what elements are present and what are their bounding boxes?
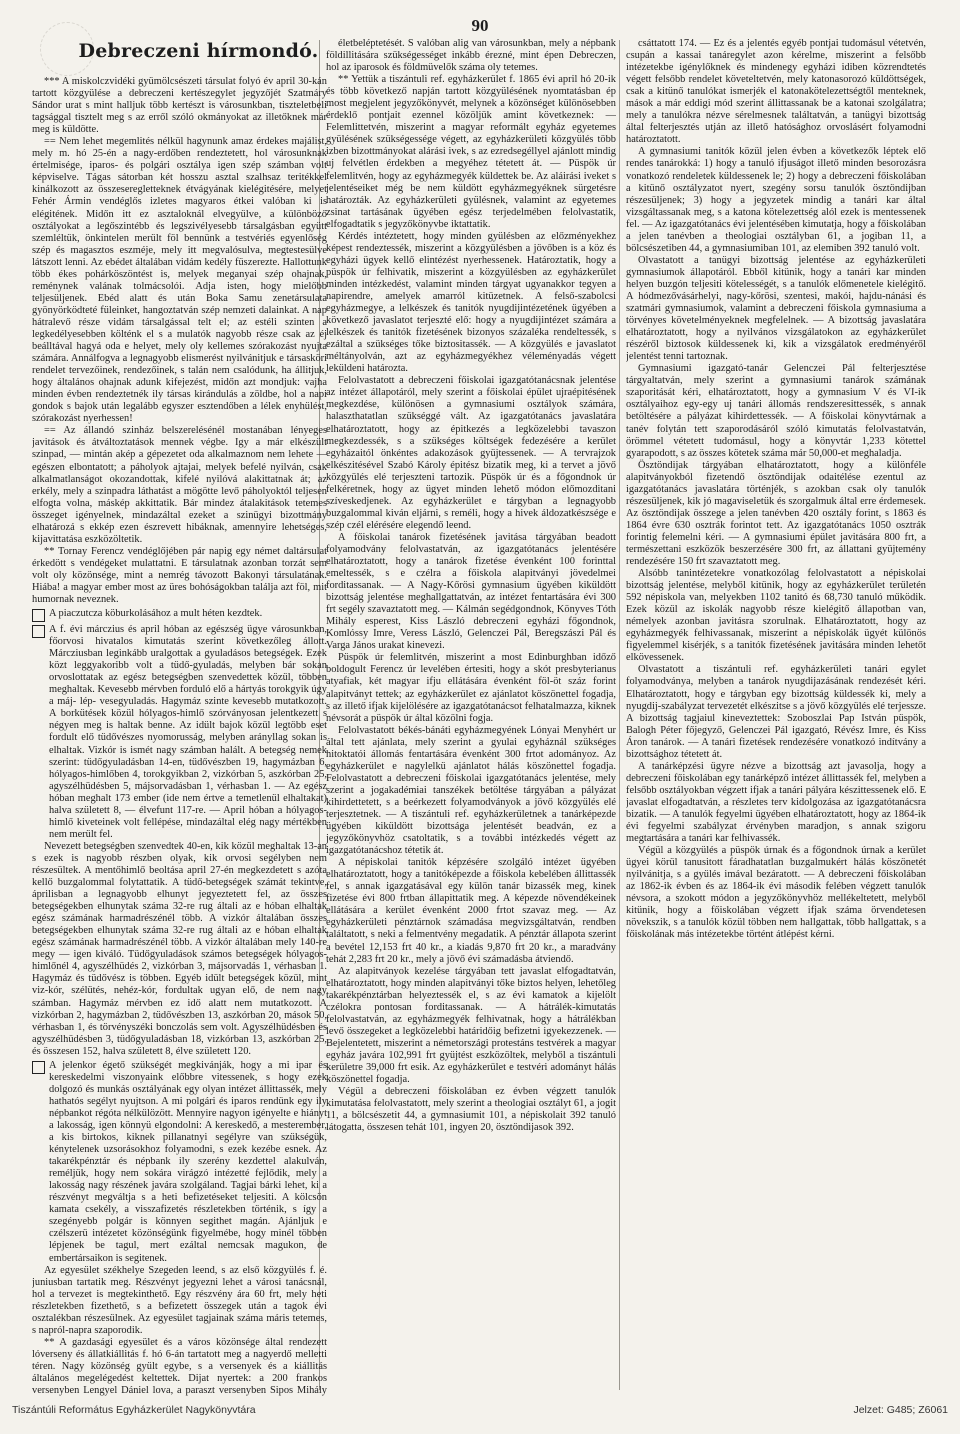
article-paragraph: Az alapitványok kezelése tárgyában tett javaslat elfogadtatván, elhatároztatott, hogy minden alapitványi tőke biztos helyen, lehetőleg takarékpénztárban helyeztessék el, s az évi kamatok a kijelölt czélokra pontosan forditassanak. — A hátrálék-kimutatás felolvastatván, az egyházmegyék felhivatnak, hogy a hátrálékban levő összegeket a legközelebbi határidőig befizetni igyekezzenek. — Bejelentetett, miszerint a németországi protestáns testvérek a magyar egyház javára 102,991 frt gyüjtést eszközöltek, melyből a tiszántuli kerületre 39,000 frt esik. Az egyházkerület e testvéri adományt hálás köszönettel fogadja. (326, 965, 616, 1086)
right-column (626, 38, 926, 1396)
article-paragraph: ** Yettük a tiszántuli ref. egyházkerület f. 1865 évi april hó 20-ik és több következő napján tartott közgyülésének nyomtatásban ép most megjelent jegyzőkönyvét, melynek a közönséget különösebben érdeklő pontjait ezennel közöljük amint következnek: — Felemlittetvén, miszerint a magyar reformált egyház egyetemes gyülésének szükségessége végett, az egyházkerületi közgyülés több izben bizottmányokat alárási ivek, s az ezredsegéllyel ajánlott mindig uj felvétlen érdekben a megyéhez tétetett át. — Püspök úr felemlitvén, hogy az egyházmegyék küldettek be. Az aláirási iveket s jelentéseiket még be nem küldött egyházmegyéknek sürgetésre határozták. Az egyházkerületi gyülésnek, valamint az egyetemes zsinat tartásának ügyében egész terjedelmében felolvastatik, elfogadtatik s jegyzőkönyvbe iktattatik. (326, 74, 616, 230)
article-paragraph: Olvastatott a tanügyi bizottság jelentése az egyházkerületi gymnasiumok állapotáról. Ebből kitünik, hogy a tanári kar minden helyen buzgón teljesiti kötelességét, s a tanulók előmenetele kielégitő. A hódmezővásárhelyi, nagy-kőrösi, szentesi, makói, hajdu-nánási és szatmári gymnasiumok, valamint a debreczeni főiskola gymnasiuma a törvényes követelményeknek megfelelnek. — A bizottság javaslatára elhatároztatott, hogy a nyilvános vizsgálatokon az egyházkerület részéről biztosok küldessenek ki, kik a vizsgálatok eredményéről jelentést tenni tartoznak. (626, 254, 926, 363)
article-paragraph: Felolvastatott békés-bánáti egyházmegyének Lónyai Menyhért ur által tett ajánlata, mely szerint a gyulai egyháznál szükséges hitoktatói állomás fentartására évenként 300 frtot adományoz. Az egyházkerület e nagylelkü ajánlatot hálás köszönettel fogadja. Felolvastatott a debreczeni főiskolai igazgatótanács jelentése, mely szerint a jogakadémiai tanszékek betöltése tárgyában a pályázat kihirdettetett, s a beérkezett folyamodványok a jövő közgyülés elé terjesztetnek. — A tiszántuli ref. egyházkerületnek a tanárképezde ügyében kiküldött bizottsága jelentését beadván, ez a jegyzőkönyvhöz csatoltatik, s a további intézkedés végett az igazgatótanácshoz tétetik át. (326, 724, 616, 857)
notice-item (32, 1060, 327, 1265)
section-title: Debreczeni hírmondó. (78, 40, 319, 62)
article-paragraph: Olvastatott a tiszántuli ref. egyházkerületi tanári egylet folyamodványa, melyben a tanárok nyugdijazásának rendezését kéri. Elhatároztatott, hogy e tárgyban egy bizottság küldessék ki, mely a nyugdij-szabályzat tervezetét elkészitse s a jövő közgyülés elé terjessze. A bizottság tagjaiul kineveztettek: Szoboszlai Pap István püspök, Balogh Péter főjegyző, Gelenczei Pál igazgató, Révész Imre, és Kiss Áron tanárok. — A tanári fizetések rendezésére vonatkozó indítvány a bizottsághoz tétetett át. (626, 664, 926, 760)
notice-text: A piaczutcza köburkolásához a mult héten kezdtek. (49, 608, 263, 620)
article-paragraph: ** Tornay Ferencz vendéglőjében pár napig egy német daltársulat érkedött s vendégeket mulattatni. E társulatnak azonban torzát sem volt oly közönsége, mint a nemrég távozott Bakonyi társulatának. Hiába! a magyar ember most az üres bohóságokban találja azt föl, mit humornak neveznek. (32, 545, 327, 606)
article-paragraph: Végül a közgyülés a püspök úrnak és a főgondnok úrnak a kerület ügyei körül tanusitott fáradhatatlan buzgalmukért hálás köszönetét nyilvánitja, s a gyülés imával bezáratott. — A debreczeni főiskolában az 1862-ik évben és az 1864-ik évi második felében végzett tanulók névsora, a szokott módon a jegyzőkönyvhöz mellékeltetett, melyből kitünik, hogy a főiskolában végzett ifjak száma örvendetesen növekszik, s a tanulók közül többen nem hallgattak, több hallgattak, s a főiskolának más intézetekbe történt átlépést kérni. (626, 845, 926, 941)
article-paragraph: Kérdés intéztetett, hogy minden gyülésben az előzményekhez képest rendeztessék, miszerint a közgyülésben a jövőben is a köz és egyházi ügyek kellő elintézést nyerhessenek. Határoztatik, hogy a püspök úr felhivatik, miszerint a közgyülésben az egyházkerület minden intézkedést, valamint minden tárgyat ugyanakkor tegyen a napirendre, amelyek amarról kitüzetnek. A felső-szabolcsi egyházmegye, a lelkészek és tanitók nyugdijintézetének ügyében a következő javaslatot terjeszté elő: hogy a nyugdijintézet számára a lelkészek és tanitók fizetésének bizonyos százaléka rendeltessék, s ezáltal a szükséges tőke biztositassék. — A közgyülés e javaslatot méltányolván, azt az egyházmegyékhez véleményadás végett leküldeni határozta. (326, 230, 616, 375)
article-paragraph: == Az állandó szinház belszerelésénél mostanában lényeges javitások és átváltoztatások mennek végbe. Igy a már elkészült szinpad, — mintán akép a gépezetet oda alkalmaznom nem lehete — egészen elbontatott; a páholyok ajtajai, melyek befelé nyilván, csak alkalmatlanságot okozandottak, kifelé nyilóvá alakittatnak át; az erkély, mely a szinpadra láthatást a mögötte levő páholyoktól teljesen elfogta volna, máskép akkittatik. Bár mindez átalakitások tetemes összeget igényelnek, mindazáltal ezeket a szinügyi bizottmány elhatározá s ekkép ezen észrevett hibáknak, amennyire lehetséges, kijavittatása eszközöltetik. (32, 425, 327, 545)
article-paragraph: életbeléptetését. S valóban alig van városunkban, mely a népbank földillitására szükségességet inkább érezné, mint épen Debreczen, hol az iparosok és földmüvelők száma oly tetemes. (326, 38, 616, 74)
square-bullet-icon (32, 1061, 45, 1074)
article-paragraph: == Nem lehet megemlités nélkül hagynunk amaz érdekes majálist, mely m. hó 25-én a nagy-erdőben rendeztetett, hol városunknak értelmisége, iparos- és polgári osztálya igen szép számban volt képviselve. Tágas sátorban két hosszu asztal szalhsaz teritékkel kinálkozott az összeseregletteknek étvágyának kielégitésére, melyet Fehér Ármin vendéglős izletes magyaros étkei valóban ki is elégitének. Midőn itt ez asztaloknál elvegyülve, a különböző osztályokat a legőszintébb és legszivélyesebb társalgásban együtt szemléltük, önkintelen merült föl bennünk a testvériés egyenlőség szép és magasztos eszméje, mely itt megvalósulva, megtestesülve látszott lenni. Az ebédet általában vidám kedély füszerezte. Hallottunk több ékes pohárköszöntést is, melyek meganyai szép ohajnak, reménynek valának tolmácsolói. Adja isten, hogy mielőbb teljesüljenek. Ebéd alatt és után Boka Samu zenetársulata gyönyörködteté füleinket, hangoztatván szép nemzeti dalainkat. A nap hátralevő része vidám társalgással telt el; az estéli szinten a legkedélyesebben költénk el s a mulatók nagyobb része csak az éj beálltával hagyá oda e helyet, mely oly kellemes szórakozást nyujta számára. Annálfogva a legnagyobb elismerést nyilvánitjuk e társasköri rendelet tervezőinek, rendezőinek, s talán nem csalódunk, ha állitjuk, hogy általános ohajnak adunk kifejezést, midőn azt mondjuk: vajha minden évben rendeztetnék ily társas kirándulás a zöldbe, hol a napi gondok s bajok után legalább egyszer esztendőben a lélek enyhülést, szórakozást nyerhessen! (32, 136, 327, 425)
article-paragraph: Gymnasiumi igazgató-tanár Gelenczei Pál felterjesztése tárgyaltatván, mely szerint a gymnasiumi tanárok számának szaporitását kéri, elhatároztatott, hogy a gymnasium V és VI-ik osztályaihoz egy-egy uj tanári állomás rendszeresittessék, s annak betöltésére a pályázat kihirdettessék. — A főiskolai könyvtárnak a tanév folytán tett szaporodásáról szóló kimutatás felolvastatván, örömmel vétetett tudomásul, hogy a könyvtár 1,233 kötettel gyarapodott, s az összes kötetek száma már 50,000-et meghaladja. (626, 363, 926, 459)
article-paragraph: A gymnasiumi tanitók közül jelen évben a következők léptek elő rendes tanárokká: 1) hogy a tanuló ifjuságot illető minden besorozásra vonatkozó rendeletek küldessenek le; 2) hogy a debreczeni főiskolában a kitünő osztályzatot nyert, szegény sorsu tanulók ösztöndijban részesüljenek; 3) hogy a jegyzetek mindig a tanári kar által vizsgáltassanak meg, s a katona kötelezettség alól ezek is mentessenek fel. — Az igazgatótanács évi jelentésében kimutatja, hogy a főiskolában a jelen tanévben a theologiai osztályban 61, a jogiban 11, a bölcsészetiben 44, a gymnasiumiban 101, az elemiben 392 tanuló volt. (626, 146, 926, 254)
article-paragraph: A népiskolai tanitók képzésére szolgáló intézet ügyében elhatároztatott, hogy a tanitóképezde a főiskola kebelében állittassék fel, s annak igazgatásával egy külön tanár bizassék meg, kinek fizetése évi 800 frtban állapittatik meg. A képezde növendékeinek ellátására a kerület évenként 2000 frtot szavaz meg. — Az egyházkerületi pénztárnok számadása megvizsgáltatván, rendben találtatott, s neki a felmentvény megadatik. A pénztár állapota szerint a bevétel 12,153 frt 40 kr., a kiadás 9,870 frt 20 kr., a maradvány tehát 2,283 frt 20 kr., mely a jövő évi számadásba átviendő. (326, 857, 616, 965)
article-paragraph: Az egyesület székhelye Szegeden leend, s az első közgyülés f. é. juniusban tartatik meg. Részvényt jegyezni lehet a városi tanácsnál, hol a tervezet is megtekinthető. Egy részvény ára 60 frt, mely heti részletekben fizethető, s a befizetett összegek után a tagok évi osztalékban részesülnek. Az egyesület tagjainak száma máris tetemes, s napról-napra szaporodik. (32, 1264, 327, 1336)
article-paragraph: Alsóbb tanintézetekre vonatkozólag felolvastatott a népiskolai bizottság jelentése, melyből kitünik, hogy az egyházkerület területén 592 népiskola van, melyekben 1102 tanitó és 68,730 tanuló működik. Ezek közül az iskolák nagyobb része kielégitő állapotban van, némelyek azonban javitásra szorulnak. Elhatároztatott, hogy az egyházmegyék felhivassanak, miszerint a népiskolák ügyét különös figyelemmel kisérjék, s a tanitók fizetésének javitására minden lehetőt elkövessenek. (626, 568, 926, 664)
column-divider (619, 40, 620, 1390)
library-credit: Tiszántúli Református Egyházkerület Nagykönyvtára (12, 1404, 256, 1416)
left-column (32, 38, 327, 1396)
notice-text: A f. évi márczius és april hóban az egészség ügye városunkban, főorvosi hivatalos kimutatás szerint következőleg állott. Márcziusban leginkább uralgottak a gyuladásos betegségek. Ezek közt leggyakoribb volt a tüdő-gyuladás, melyben bár sokan orvoslottatak az egész betegségben szenvedettek közül, többen meghaltak. Kevesebb mérvben forduló elő a hártyás torokgyik úgy a máj- lép- vesegyuladás. Hagymáz szinte kevesebb mutatkozott. A borkütések közül hólyagos-himlő szórványosan jelentkezett s négyen meg is haltak benne. Az idült bajok közül legtöbb eset fordult elő tüdővészes nyomorusság, melyben arányllag sokan is elhaltak. Vizkór is ismét nagy számban halált. A betegség nemek szerint: tüdőgyuladásban 14-en, tüdővészben 19, hagymázban 6, hólyagos-himlőben 4, torokgyikban 2, vizkórban 5, aszkórban 25, agyszélhüdésben 5, májsorvadásban 1, vérhasban 1. — Az egész hóban meghalt 173 ember (ide nem értve a temetlenül elhaltakat) halva született 8, — élvefunt 117-re. — April hóban a hólyagos-himlő kiveteinek volt fellépése, mindazáltal elég nagy mértékben nem merült fel. (49, 624, 327, 840)
page-number: 90 (471, 16, 489, 35)
notice-text: A jelenkor égető szükségét megkivánják, hogy a mi ipar és kereskedelmi viszonyaink előbbre vitessenek, s hogy ezek dolgozó és munkás osztályának egy olyan intézet állittassék, mely hathatós segélyt nyujtson. A mi polgári és iparos rendünk egy ily népbankot régóta nélkülözött. Mennyire nagyon igényelte e hiányt a lakosság, igen könnyü elgondolni: A kereskedő, a mesterember, a kis birtokos, kiknek pillanatnyi segélyre van szükségük, kénytelenek uzsorásokhoz folyamodni, s ezek kezébe esnek. Az takarékpénztár és népbank ily szerény kezdettel alakulván, reméljük, hogy nem sokára virágzó intézetté fejlődik, mely a lakosság nagy részének javára szolgáland. Tagjai bárki lehet, ki a részvényt megváltja s a heti befizetéseket teljesiti. A kölcsön kamata csekély, a visszafizetés részletekben történik, s így a szegényebb polgár is könnyen segithet magán. Ajánljuk e czélszerü intézetet közönségünk figyelmébe, hogy minél többen lépjenek be tagul, mert ezáltal nemcsak magukon, de embertársaikon is segitenek. (49, 1059, 327, 1264)
notice-item (32, 624, 327, 841)
middle-column (326, 38, 616, 1396)
notice-item (32, 608, 327, 622)
square-bullet-icon (32, 625, 45, 638)
article-paragraph: Végül a debreczeni főiskolában ez évben végzett tanulók kimutatása felolvastatott, mely szerint a theologiai osztályt 61, a jogit 11, a bölcsészetit 44, a gymnasiumit 101, a népiskolait 392 tanuló látogatta, összesen tehát 101, ingyen 20, ösztöndijasok 392. (326, 1086, 616, 1134)
article-paragraph: csáttatott 174. — Ez és a jelentés egyéb pontjai tudomásul vétetvén, csupán a kassai tanáregylet azon kérelme, miszerint a felsőbb intézetekbe igénylőknek és mindenegy egyházi idiben közrendtetés végett felsőbb rendelet követeltetvén, mely katonasorozó küldöttségek, csak a kitünő tanulókat ismerjék el katonakötelezettségtől menteknek, mások a már eddigi mód szerint állittassanak be a katonai szolgálatra; mely a tanulókra nézve sérelmesnek találtatván, a tanügyi bizottság által felterjesztés utján az illető hatósághoz orvoslásért folyamodni határoztatott. (626, 38, 926, 146)
article-paragraph: *** A miskolczvidéki gyümölcsészeti társulat folyó év april 30-kán tartott közgyülése a debreczeni kertészegylet jegyzőjét Szatmáry Sándor urat s mint halljuk több kertészt is városunkban, tiszteletbeli tagsággal tisztelt meg s az erről szóló okmányokat az illetőknek már meg is küldötte. (32, 76, 327, 136)
article-paragraph: Nevezett betegségben szenvedtek 40-en, kik közül meghaltak 13-an s ezek is nagyobb részben olyak, kik orvosi segélyben nem részesültek. A mentőhimlő beoltása april 27-én megkezdetett s azóta kellő buzgalommal folytattatik. A tüdő-betegségek számát tekintve, áprilisban a legnagyobb elhunyt jegyeztetett fel, az összes betegségekben elhunytak száma 32-re rug általi az e hóban elhaltak egész számának harmadrészénél több. A vizkór általában összes betegségekben elhunytak száma 32-re rug általi az e hóban elhaltak egész számának harmadrészénél több. A vizkór általában mely 140-re megy — igen kiváló. Tüdőgyuladások számos betegségek hólyagos-himlőnél 4, agyszélhüdés 2, vizkórban 3, májsorvadás 1, vérhasban 1. Hagymáz és tüdővész is többen. Egyéb idült betegségek közül, mint viz-kór, szélütés, nehéz-kór, fordultak ugyan elő, de nem nagy számban. Hagymáz mérvben ez idő alatt nem mutatkozott. A vizkórban 2, hagymázban 2, tüdővészben 13, aszkórban 20, mások 50, vérhasban 1, és törvényszéki bonczolás sem volt. Agyszélhüdésben és agyszélhüdésben 3, tüdőgyuladásban 18, vizkórban 13, aszkórban 25, és összesen 152, halva született 8, élve született 120. (32, 840, 327, 1057)
shelfmark: Jelzet: G485; Z6061 (853, 1404, 948, 1416)
article-paragraph: Ösztöndijak tárgyában elhatároztatott, hogy a különféle alapitványokból fizetendő ösztöndijak odaitélése ezentul az igazgatótanács javaslatára történjék, s azokban csak oly tanulók részesüljenek, kik jó magaviseletük és szorgalmuk által erre érdemesek. Az ösztöndijak összege a jelen tanévben 420 osztály forint, s 1863 és 1864 évre 630 osztrák forintot tett. Az igazgatótanács 1050 osztrák forintig felemelni kéri. — A gymnasiumi épület javitására 800 frt, a természettani eszközök beszerzésére 300 frt, az állattani gyüjtemény rendezésére 150 frt szavaztatott meg. (626, 459, 926, 568)
article-paragraph: A tanárképzési ügyre nézve a bizottság azt javasolja, hogy a debreczeni főiskolában egy tanárképző intézet állittassék fel, melyben a felsőbb osztályokban végzett ifjak a tanári pályára készittessenek elő. E javaslat elfogadtatván, a részletes terv kidolgozása az igazgatótanácsra bizatik. — A tanulók fegyelmi ügyében elhatároztatott, hogy az 1864-ik évi fegyelmi szabályzat érvényben maradjon, s annak szigoru megtartására a tanári kar felhivassék. (626, 760, 926, 845)
article-paragraph: Felolvastatott a debreczeni főiskolai igazgatótanácsnak jelentése az intézet állapotáról, mely szerint a főiskolai épület ujraépitésének megkezdése, különösen a gymnasiumi osztályok számára, halaszthatatlan szükséggé vált. Az igazgatótanács javaslatára elhatároztatott, hogy az épitkezés a legközelebbi tavaszon megkezdessék, s a szükséges költségek fedezésére a kerület egyházaitól önkéntes adakozások gyüjtessenek. — A tervrajzok elkészitésével Szabó Károly épitész bizatik meg, ki a tervet a jövő közgyülés elé terjeszteni tartozik. Püspök úr és a főgondnok úr felkéretnek, hogy az ügyet minden lehető módon előmozditani szíveskedjenek. Az egyházkerület e tárgyban a legnagyobb buzgalommal kiván eljárni, s reméli, hogy a hivek áldozatkészsége e szép czél elérésére elegendő leend. (326, 375, 616, 531)
article-paragraph: A főiskolai tanárok fizetésének javitása tárgyában beadott folyamodvány felolvastatván, az igazgatótanács jelentésére elhatároztatott, hogy a tanárok fizetése évenként 100 forinttal emeltessék, s e czélra a főiskola alapitványi jövedelmei forditassanak. — A Nagy-Kőrösi gymnasium ügyében kiküldött bizottság jelentése meghallgattatván, az intézet fentartására évi 300 frt segély szavaztatott meg. — Kálmán segédgondnok, Könyves Tóth Mihály esperest, Kiss László debreczeni egyházi főgondnok, Komlóssy Imre, Veress László, Gelenczei Pál, Beregszászi Pál és Varga János urakat kinevezi. (326, 531, 616, 652)
article-paragraph: Püspök úr felemlitvén, miszerint a most Edinburghban időző boldogult Ferencz úr levelében értesiti, hogy a skót presbyterianus atyafiak, két magyar ifju ellátására évenként föl-öt száz forint alapitványt tettek; az egyházkerület ez ajánlatot köszönettel fogadja, s az illető ifjak kijelölésére az igazgatótanácsot felhatalmazza, kiknek névsorát a püspök úr által közölni fogja. (326, 652, 616, 724)
square-bullet-icon (32, 609, 45, 622)
article-paragraph: ** A gazdasági egyesület és a város közönsége által rendezett lóverseny és állatkiállitás f. hó 6-án tartatott meg a nagyerdő melletti téren. Nagy közönség gyült egybe, s a versenyek és a kiállitás általános megelégedést keltettek. Dijat nyertek: a 200 frankos versenyben Lengyel Dániel lova, a paraszt versenyben Sipos Mihály (32, 1336, 327, 1396)
